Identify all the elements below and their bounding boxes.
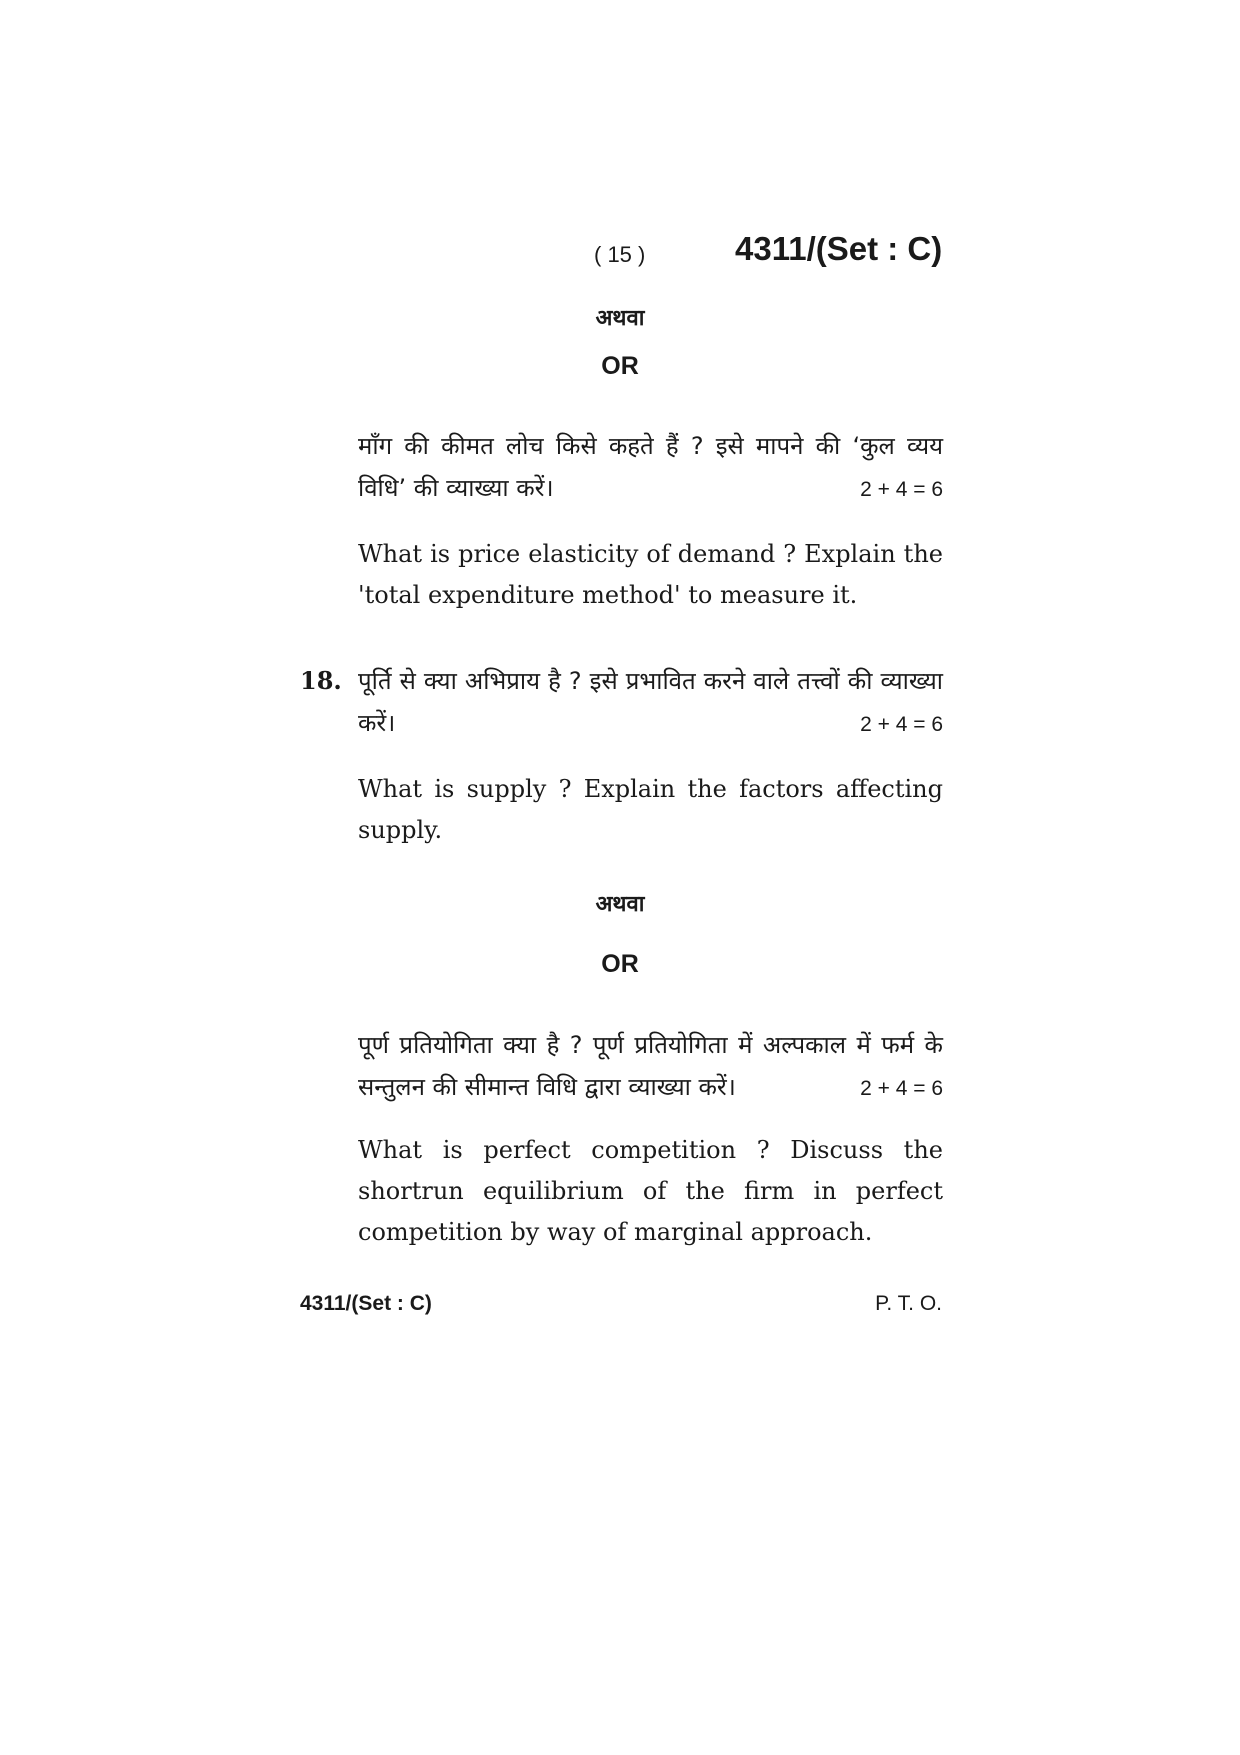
block1-hindi-line-2: विधि’ की व्याख्या करें। — [358, 474, 554, 502]
please-turn-over: P. T. O. — [875, 1292, 942, 1315]
q18-english-line-2: supply. — [358, 816, 443, 844]
block2-english-line-3: competition by way of marginal approach. — [358, 1218, 873, 1246]
block1-hindi-line-2-row — [358, 467, 943, 509]
or-hindi-1: अथवा — [595, 306, 645, 331]
block2-hindi-line-2: सन्तुलन की सीमान्त विधि द्वारा व्याख्या करें। — [358, 1073, 736, 1101]
block2-english-line-2: shortrun equilibrium of the firm in perfect — [358, 1177, 943, 1205]
q18-hindi-line-2: करें। — [358, 709, 396, 737]
or-hindi-2: अथवा — [595, 892, 645, 917]
block1-english-question — [358, 534, 943, 616]
or-english-1: OR — [601, 352, 639, 380]
q18-marks: 2 + 4 = 6 — [860, 713, 943, 736]
block2-english-question — [358, 1130, 943, 1253]
block1-english-line-2: 'total expenditure method' to measure it. — [358, 581, 858, 609]
q18-hindi-line-1: पूर्ति से क्या अभिप्राय है ? इसे प्रभावित करने वाले तत्त्वों की व्याख्या — [358, 667, 943, 695]
block2-marks: 2 + 4 = 6 — [860, 1077, 943, 1100]
block1-english-line-1: What is price elasticity of demand ? Explain the — [358, 540, 943, 568]
block1-hindi-question — [358, 425, 943, 509]
paper-code-footer: 4311/(Set : C) — [300, 1292, 432, 1315]
q18-hindi-line-2-row — [358, 702, 943, 744]
block2-hindi-line-1: पूर्ण प्रतियोगिता क्या है ? पूर्ण प्रतियोगिता में अल्पकाल में फर्म के — [358, 1031, 943, 1059]
page-number: ( 15 ) — [594, 242, 646, 267]
block1-hindi-line-1: माँग की कीमत लोच किसे कहते हैं ? इसे मापने की ‘कुल व्यय — [358, 432, 943, 460]
q18-hindi-question — [358, 660, 943, 744]
paper-code-header: 4311/(Set : C) — [735, 230, 943, 267]
question-number-18: 18. — [300, 666, 342, 695]
block2-hindi-question — [358, 1024, 943, 1108]
block2-hindi-line-2-row — [358, 1066, 943, 1108]
q18-english-question — [358, 769, 943, 851]
or-english-2: OR — [601, 950, 639, 978]
block2-english-line-1: What is perfect competition ? Discuss the — [358, 1136, 943, 1164]
block1-marks: 2 + 4 = 6 — [860, 478, 943, 501]
q18-english-line-1: What is supply ? Explain the factors affecting — [358, 775, 943, 803]
